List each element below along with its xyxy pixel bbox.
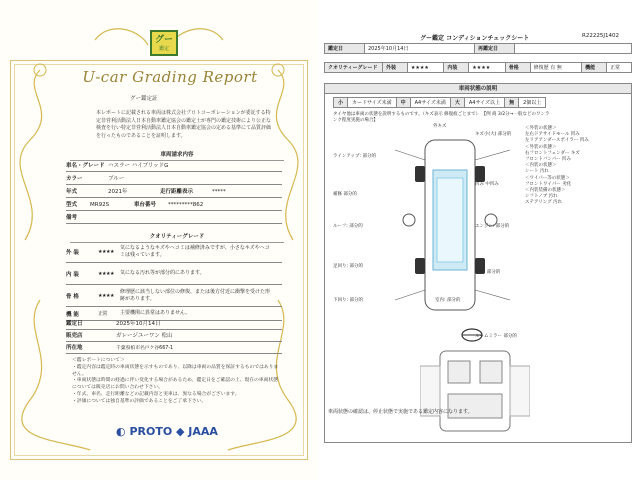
row-value: ハスラー ハイブリッドG (108, 163, 169, 169)
note-line: 左リアアンダースポイラー 凹み (525, 138, 589, 144)
row-value: ブルー (108, 176, 125, 182)
row-label: 備考 (66, 215, 78, 221)
row-label: 車名・グレード (66, 163, 105, 169)
grade-stars: ★★★★ (98, 248, 114, 255)
quality-section-title: クオリティーグレード (70, 232, 284, 243)
row-label: カラー (66, 176, 83, 182)
goo-appraisal-logo (150, 30, 178, 56)
certificate-subtitle: グー鑑定証 (130, 96, 158, 102)
grade-table (324, 62, 632, 73)
size-desc: A4サイズ以上 (464, 98, 504, 108)
grade-label: 内 装 (66, 271, 79, 278)
grade-label: 機 能 (66, 311, 79, 318)
row-value: MR92S (90, 202, 110, 208)
jaaa-logo: ◆ JAAA (176, 425, 218, 438)
row-model (66, 199, 282, 211)
notes-head: ＜鑑レポートについて＞ (72, 358, 125, 363)
col-exterior-label: 外装 (383, 63, 408, 73)
label-item: 下回り: 部分的 (333, 298, 363, 303)
row-remarks (66, 212, 282, 224)
col-exterior-value: ★★★★ (407, 63, 443, 73)
proto-logo: ◐ PROTO (116, 425, 173, 438)
row-label-2: 走行距離表示 (160, 189, 194, 195)
date-value: 2025年10月14日 (365, 44, 475, 54)
grade-frame (66, 285, 282, 307)
note-line: 左右ドアサイドモール 凹み (525, 132, 580, 138)
label-item: 外キズ (433, 124, 447, 129)
label-item: 室内: 部分的 (435, 298, 461, 303)
note-line: ＜ワイパー等の状態＞ (525, 175, 570, 181)
size-key: 大 (450, 98, 464, 108)
row-label: 所在地 (66, 345, 83, 351)
grade-stars: ★★★★ (98, 292, 114, 299)
size-key: 無 (505, 98, 519, 108)
label-item: 凹み 中凹み (475, 182, 499, 187)
grade-label: クオリティーグレード (325, 63, 383, 73)
legend-note: タイヤ他は車両の状態を説明するものです。（キズ表示 修復痕ごとまで） 【例 商 3/2分→一般などのワンランク程度実施の場合】 (333, 112, 550, 123)
grade-label: 外 装 (66, 249, 79, 256)
sheet-footer: 車両状態の確認は、停止状態で実施である鑑定内容になります。 (328, 409, 473, 415)
row-car-name (66, 160, 282, 172)
note-item: ・鑑定内容は鑑定時の車両状態を示すものであり、以降は車両の品質を保証するものではありません。 (72, 364, 279, 377)
label-item: ルームミラー 部分的 (475, 334, 517, 339)
grade-label: 骨 格 (66, 293, 79, 300)
row-shop (66, 330, 282, 342)
size-desc: カードサイズ未満 (348, 98, 397, 108)
condition-diagram (324, 83, 632, 443)
size-desc: A4サイズ未満 (410, 98, 450, 108)
note-item: ・車両状態は時間の経過に伴い変化する場合があるため、鑑定日をご確認の上、現在の車両状態については販売店にお問い合わせ下さい。 (72, 378, 279, 391)
jaaa-text: JAAA (188, 425, 218, 438)
row-value-2: *********862 (168, 202, 204, 208)
grade-description: 修理歴に該当しない部位の修復、または後方付近に衝撃を受けた形跡があります。 (120, 289, 271, 302)
grading-certificate (0, 0, 318, 480)
label-item: ラインアップ: 部分的 (333, 154, 376, 159)
grade-description: 気になる汚れ等が部分的にあります。 (120, 270, 205, 277)
row-label: 鑑定日 (66, 321, 83, 327)
size-desc: 2個以上 (519, 98, 546, 108)
note-line: ＜外装の状態＞ (525, 126, 557, 131)
label-item: 足回り: 部分的 (333, 264, 363, 269)
col-frame-label: 骨格 (505, 63, 530, 73)
row-appraisal-date (66, 318, 282, 330)
row-value: ガレージユーワン 松山 (116, 333, 173, 339)
condition-check-sheet (320, 0, 640, 480)
row-value: 千葉県柏市名戸ケ谷667-1 (116, 346, 174, 351)
row-color (66, 173, 282, 185)
col-function-label: 機能 (582, 63, 607, 73)
sheet-code: R22225J1402 (582, 33, 619, 39)
grade-exterior (66, 241, 282, 263)
certificate-intro: 本レポートに記載される車両は株式会社プロトコーポレーションが委託する特定非営利活動法人日本自動車鑑定協会の鑑定士が専門の鑑定技術により公正な検査を行い特定非営利活動法人日本自動車鑑定協会の定める基準にて品質評価を行ったものであることを証明します。 (96, 110, 272, 139)
note-line: ステアリング 汚れ (525, 200, 563, 206)
row-year (66, 186, 282, 198)
label-item: リヤ: 部分的 (475, 270, 501, 275)
note-item: ・年式、車名、走行距離などの記載内容と実車は、異なる場合がございます。 (72, 391, 240, 397)
diagram-title: 車両状態の説明 (325, 84, 631, 94)
note-line: ＜内装装備の状態＞ (525, 188, 566, 194)
note-line: ＜外装の状態＞ (525, 144, 557, 150)
label-item: 補修 部分的 (333, 192, 357, 197)
note-line: 右フロントフェンダー キズ (525, 150, 580, 156)
note-line: シート 汚れ (525, 169, 549, 175)
re-date-value (515, 44, 632, 54)
car-interior-diagram (420, 346, 530, 436)
note-line: ＜内装の状態＞ (525, 163, 557, 169)
logo-sub: 鑑定 (158, 45, 169, 52)
re-date-label: 再鑑定日 (475, 44, 515, 54)
condition-notes (525, 126, 625, 207)
sheet-title: グー鑑定 コンディションチェックシート (420, 35, 530, 42)
label-item: ルーフ: 部分的 (333, 224, 363, 229)
row-location (66, 342, 282, 354)
row-label: 年式 (66, 189, 78, 195)
size-key: 中 (396, 98, 410, 108)
row-value: 2025年10月14日 (116, 321, 161, 327)
row-label-2: 車台番号 (134, 202, 157, 208)
date-table (324, 43, 632, 54)
note-line: フロントワイパー 劣化 (525, 181, 572, 187)
vehicle-section-title: 車両請求内容 (70, 150, 284, 161)
grade-interior (66, 263, 282, 285)
label-item: エンジン: 部分的 (475, 224, 510, 229)
col-interior-value: ★★★★ (469, 63, 505, 73)
size-key: 小 (334, 98, 348, 108)
label-item: キズ小(大) 部分的 (475, 132, 512, 137)
row-value: 2021年 (108, 189, 128, 195)
note-line: フロントバンパー 凹み (525, 157, 572, 163)
col-frame-value: 修復歴 有 無 (530, 63, 581, 73)
grade-stars: ★★★★ (98, 270, 114, 277)
logo-text: グー (154, 34, 173, 45)
date-label: 鑑定日 (325, 44, 365, 54)
col-function-value: 正常 (607, 63, 632, 73)
row-label: 販売店 (66, 333, 83, 339)
grade-description: 気になるようなキズやヘコミは補修済みですが、小さなキズやヘコミは残っています。 (120, 245, 270, 258)
col-interior-label: 内装 (444, 63, 469, 73)
proto-text: PROTO (129, 425, 173, 438)
report-title: U-car Grading Report (82, 68, 258, 86)
note-line: シフトノブ 汚れ (525, 194, 558, 200)
report-notes (72, 358, 282, 406)
row-value-2: ***** (212, 189, 226, 195)
size-legend (333, 97, 546, 108)
grade-description: 主要機関に異常はありません。 (120, 310, 191, 317)
note-item: ・評価については独自基準の評価であることをご了承下さい。 (72, 398, 207, 404)
row-label: 型式 (66, 202, 78, 208)
grade-stars: 正常 (98, 311, 108, 317)
